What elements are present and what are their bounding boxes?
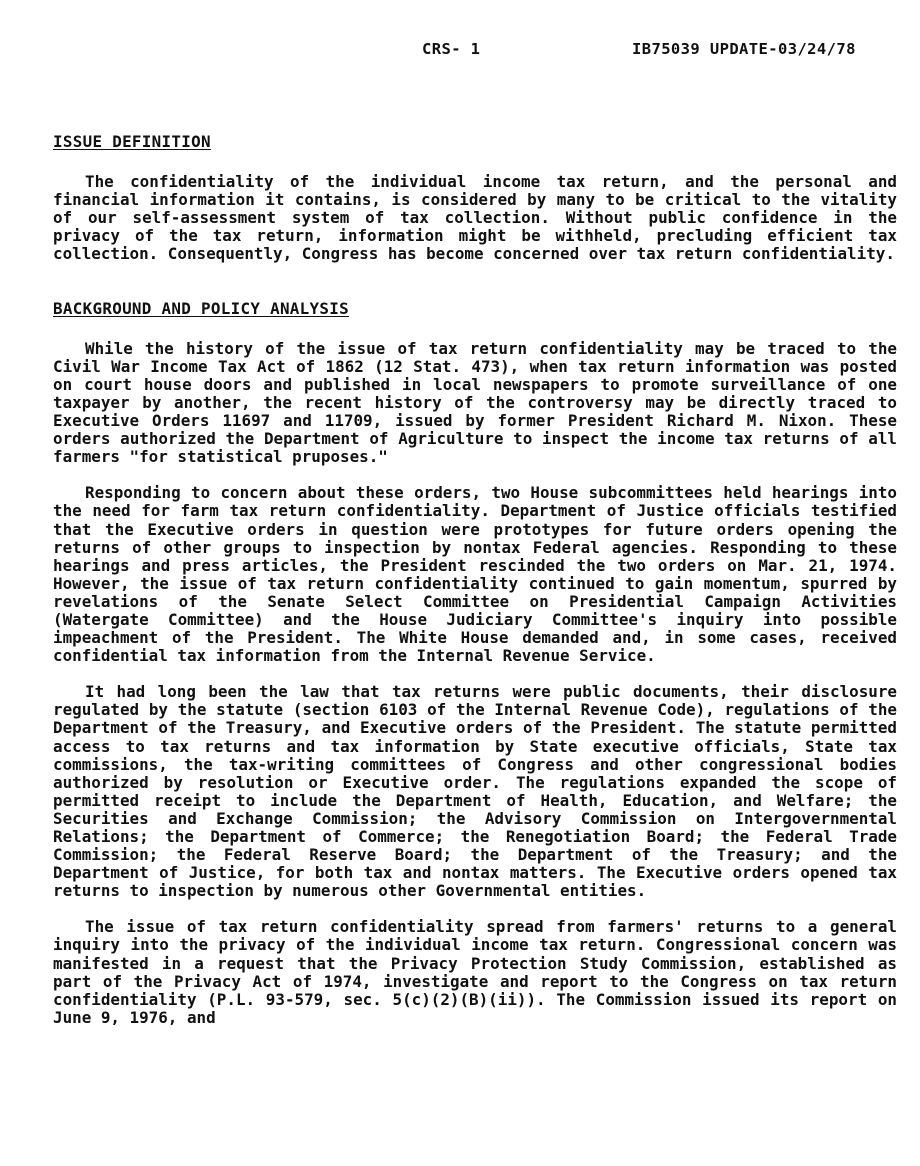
section-issue-definition bbox=[53, 133, 897, 264]
section-spacer bbox=[53, 282, 897, 300]
paragraph: Responding to concern about these orders, two House subcommittees held hearings into the need for farm tax return confidentiality. Department of Justice officials testified that the Executive orders in question were prototypes for future orders opening the returns of other groups to inspection by nontax Federal agencies. Responding to these hearings and press articles, the President rescinded the two orders on Mar. 21, 1974. However, the issue of tax return confidentiality continued to gain momentum, spurred by revelations of the Senate Select Committee on Presidential Campaign Activities (Watergate Committee) and the House Judiciary Committee's inquiry into possible impeachment of the President. The White House demanded and, in some cases, received confidential tax information from the Internal Revenue Service. bbox=[53, 483, 897, 666]
paragraph: The confidentiality of the individual income tax return, and the personal and financial information it contains, is considered by many to be critical to the vitality of our self-assessment system of tax collection. Without public confidence in the privacy of the tax return, information might be withheld, precluding efficient tax collection. Consequently, Congress has become concerned over tax return confidentiality. bbox=[53, 172, 897, 264]
paragraph: While the history of the issue of tax return confidentiality may be traced to the Civil War Income Tax Act of 1862 (12 Stat. 473), when tax return information was posted on court house doors and published in local newspapers to promote surveillance of one taxpayer by another, the recent history of the controversy may be directly traced to Executive Orders 11697 and 11709, issued by former President Richard M. Nixon. These orders authorized the Department of Agriculture to inspect the income tax returns of all farmers "for statistical pruposes." bbox=[53, 338, 897, 467]
paragraph: It had long been the law that tax returns were public documents, their disclosure regulated by the statute (section 6103 of the Internal Revenue Code), regulations of the Department of the Treasury, and Executive orders of the President. The statute permitted access to tax returns and tax information by State executive officials, State tax commissions, the tax-writing committees of Congress and other congressional bodies authorized by resolution or Executive order. The regulations expanded the scope of permitted receipt to include the Department of Health, Education, and Welfare; the Securities and Exchange Commission; the Advisory Commission on Intergovernmental Relations; the Department of Commerce; the Renegotiation Board; the Federal Trade Commission; the Federal Reserve Board; the Department of the Treasury; and the Department of Justice, for both tax and nontax matters. The Executive orders opened tax returns to inspection by numerous other Governmental entities. bbox=[53, 682, 897, 901]
issue-brief-update: IB75039 UPDATE-03/24/78 bbox=[632, 40, 856, 58]
section-background-policy-analysis bbox=[53, 300, 897, 1027]
page-header bbox=[0, 40, 920, 64]
report-number: CRS- 1 bbox=[422, 40, 481, 58]
section-heading: BACKGROUND AND POLICY ANALYSIS bbox=[53, 298, 350, 318]
section-heading: ISSUE DEFINITION bbox=[53, 132, 211, 151]
paragraph: The issue of tax return confidentiality spread from farmers' returns to a general inquiry into the privacy of the individual income tax return. Congressional concern was manifested in a request that the Privacy Protection Study Commission, established as part of the Privacy Act of 1974, investigate and report to the Congress on tax return confidentiality (P.L. 93-579, sec. 5(c)(2)(B)(ii)). The Commission issued its report on June 9, 1976, and bbox=[53, 917, 897, 1027]
document-body bbox=[53, 133, 897, 1027]
